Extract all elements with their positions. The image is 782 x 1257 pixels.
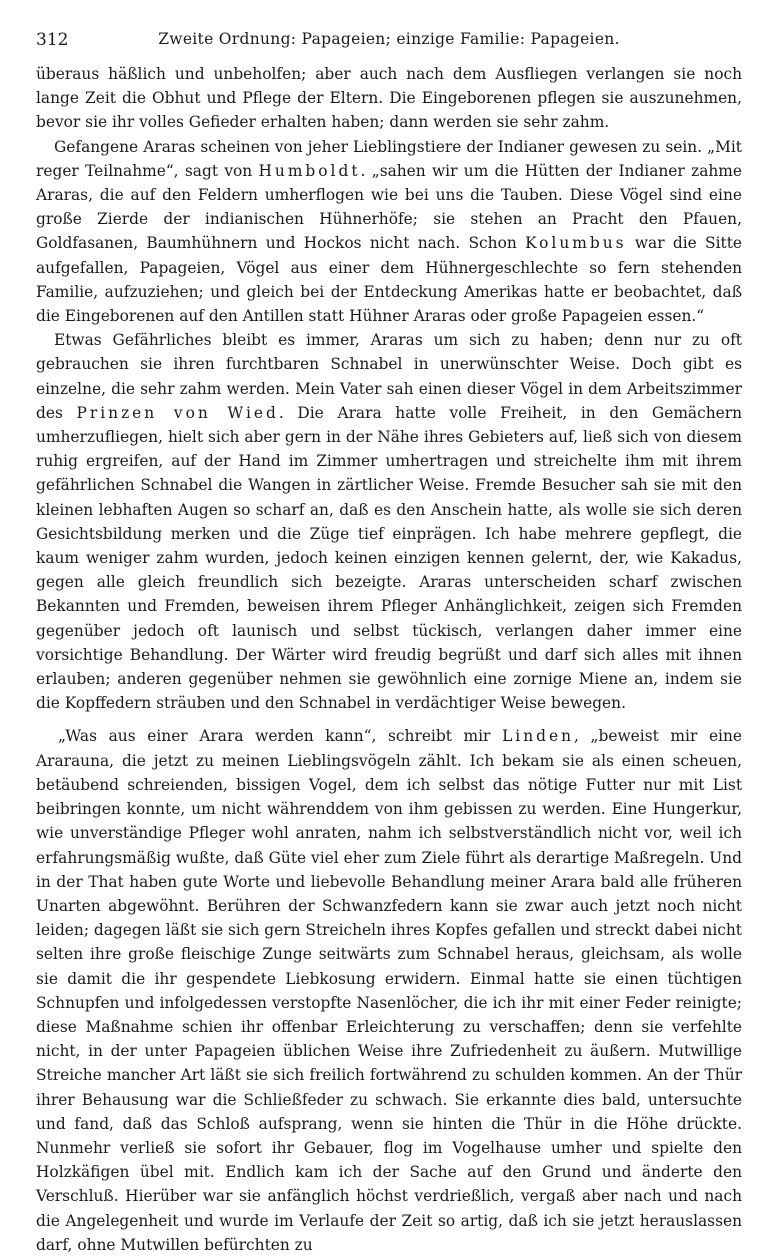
paragraph-3: Etwas Gefährliches bleibt es immer, Araras um sich zu haben; denn nur zu oft gebrauchen sie ihren furchtbaren Schnabel in unerwünschter Weise. Doch gibt es einzelne, die sehr zahm werden. Mein Vater sah einen dieser Vögel in dem Arbeitszimmer des Prinzen von Wied. Die Arara hatte volle Freiheit, in den Gemächern umherzufliegen, hielt sich aber gern in der Nähe ihres Gebieters auf, ließ sich von diesem ruhig ergreifen, auf der Hand im Zimmer umhertragen und streichelte ihm mit ihrem gefährlichen Schnabel die Wangen in zärtlicher Weise. Fremde Besucher sah sie mit den kleinen lebhaften Augen so scharf an, daß es den Anschein hatte, als wolle sie sich deren Gesichtsbildung merken und die Züge tief einprägen. Ich habe mehrere gepflegt, die kaum weniger zahm wurden, jedoch keinen einzigen kennen gelernt, der, wie Kakadus, gegen alle gleich freundlich sich bezeigte. Araras unterscheiden scharf zwischen Bekannten und Fremden, beweisen ihrem Pfleger Anhänglichkeit, zeigen sich Fremden gegenüber jedoch oft launisch und selbst tückisch, verlangen daher immer eine vorsichtige Behandlung. Der Wärter wird freudig begrüßt und darf sich alles mit ihnen erlauben; anderen gegenüber nehmen sie gewöhnlich eine zornige Miene an, indem sie die Kopffedern sträuben und den Schnabel in verdächtiger Weise bewegen. [36, 331, 742, 713]
book-page [36, 26, 742, 1257]
paragraph-4: „Was aus einer Arara werden kann“, schreibt mir Linden, „beweist mir eine Ararauna, die jetzt zu meinen Lieblingsvögeln zählt. Ich bekam sie als einen scheuen, betäubend schreienden, bissigen Vogel, dem ich selbst das nötige Futter nur mit List beibringen konnte, um nicht währenddem von ihm gebissen zu werden. Eine Hungerkur, wie unverständige Pfleger wohl anraten, nahm ich selbstverständlich nicht vor, weil ich erfahrungsmäßig wußte, daß Güte viel eher zum Ziele führt als derartige Maßregeln. Und in der That haben gute Worte und liebevolle Behandlung meiner Arara bald alle früheren Unarten abgewöhnt. Berühren der Schwanzfedern kann sie zwar auch jetzt noch nicht leiden; dagegen läßt sie sich gern Streicheln ihres Kopfes gefallen und streckt dabei nicht selten ihre große fleischige Zunge seitwärts zum Schnabel heraus, gleichsam, als wolle sie damit die ihr gespendete Liebkosung erwidern. Einmal hatte sie einen tüchtigen Schnupfen und infolgedessen verstopfte Nasenlöcher, die ich ihr mit einer Feder reinigte; diese Maßnahme schien ihr offenbar Erleichterung zu verschaffen; denn sie verfehlte nicht, in der unter Papageien üblichen Weise ihre Zufriedenheit zu äußern. Mutwillige Streiche mancher Art läßt sie sich freilich fortwährend zu schulden kommen. An der Thür ihrer Behausung war die Schließfeder zu schwach. Sie erkannte dies bald, untersuchte und fand, daß das Schloß aufsprang, wenn sie hinten die Thür in die Höhe drückte. Nunmehr verließ sie sofort ihr Gebauer, flog im Vogelhause umher und spielte den Holzkäfigen übel mit. Endlich kam ich der Sache auf den Grund und änderte den Verschluß. Hierüber war sie anfänglich höchst verdrießlich, vergaß aber nach und nach die Angelegenheit und wurde im Verlaufe der Zeit so artig, daß ich sie jetzt herauslassen darf, ohne Mutwillen befürchten zu [36, 727, 742, 1254]
paragraph-1: überaus häßlich und unbeholfen; aber auch nach dem Ausfliegen verlangen sie noch lange Zeit die Obhut und Pflege der Eltern. Die Eingeborenen pflegen sie auszunehmen, bevor sie ihr volles Gefieder erhalten haben; dann werden sie sehr zahm. [36, 65, 742, 132]
running-title: Zweite Ordnung: Papageien; einzige Familie: Papageien. [158, 30, 620, 48]
person-name-kolumbus: Kolumbus [525, 234, 627, 253]
running-header [36, 26, 742, 52]
person-name-prinz-von-wied: Prinzen von Wied [76, 403, 279, 422]
author-name-linden: Linden [502, 727, 575, 746]
page-number: 312 [36, 30, 69, 50]
author-name-humboldt: Humboldt [258, 161, 361, 180]
paragraph-2: Gefangene Araras scheinen von jeher Lieblingstiere der Indianer gewesen zu sein. „Mit reger Teilnahme“, sagt von Humboldt. „sahen wir um die Hütten der Indianer zahme Araras, die auf den Feldern umherflogen wie bei uns die Tauben. Diese Vögel sind eine große Zierde der indianischen Hühnerhöfe; sie stehen an Pracht den Pfauen, Goldfasanen, Baumhühnern und Hockos nicht nach. Schon Kolumbus war die Sitte aufgefallen, Papageien, Vögel aus einer dem Hühnergeschlechte so fern stehenden Familie, aufzuziehen; und gleich bei der Entdeckung Amerikas hatte er beobachtet, daß die Eingeborenen auf den Antillen statt Hühner Araras oder große Papageien essen.“ [36, 137, 742, 326]
body-text [36, 62, 742, 1257]
